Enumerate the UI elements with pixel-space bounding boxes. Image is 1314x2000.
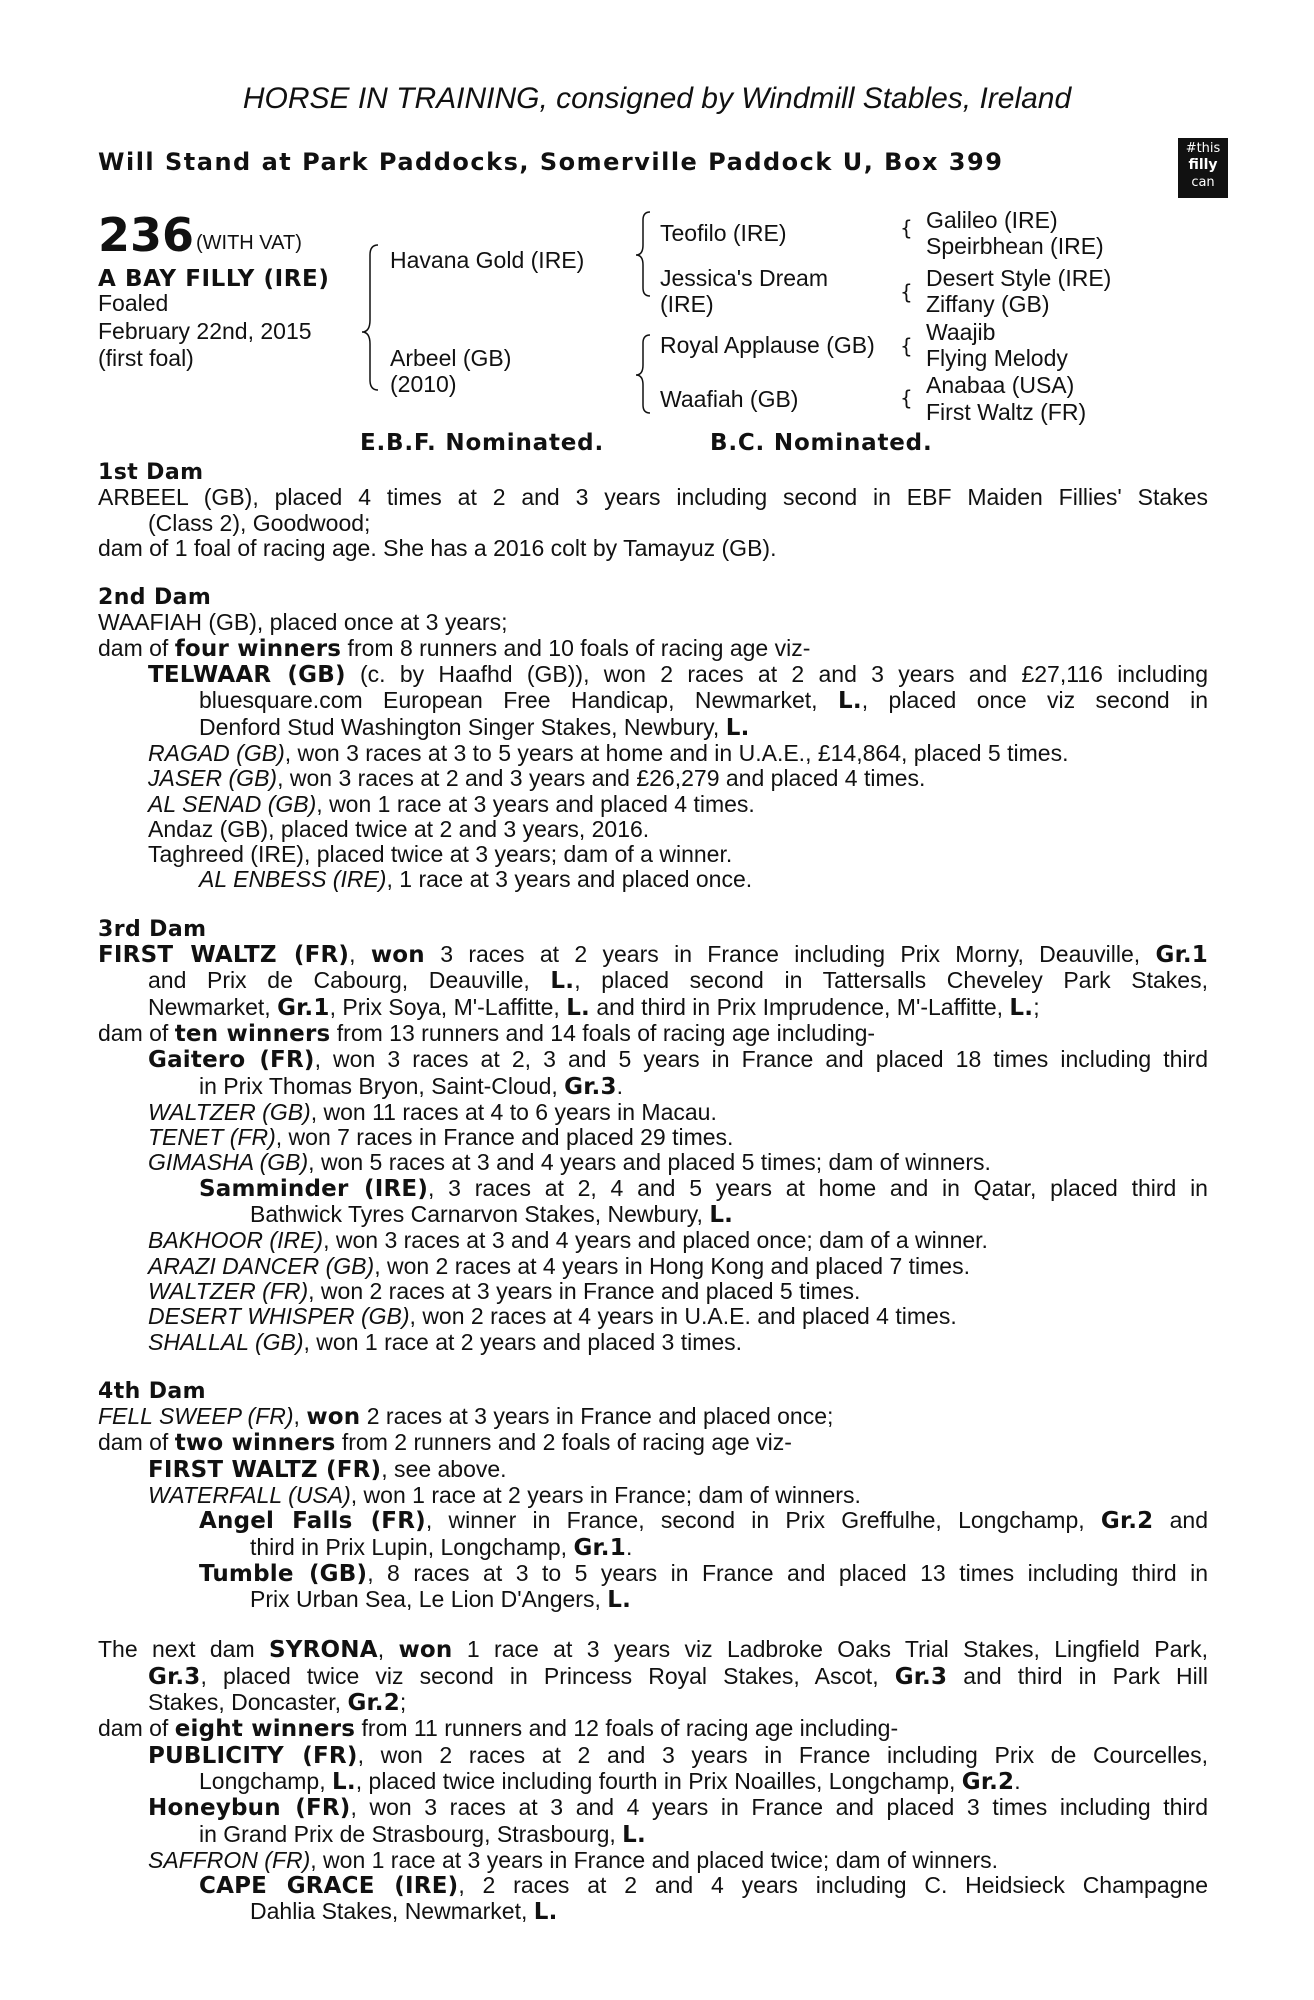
foaled-label: Foaled [98, 290, 169, 316]
telwaar-line-1: TELWAAR (GB) (c. by Haafhd (GB)), won 2 races at 2 and 3 years and £27,116 including [148, 661, 1208, 689]
nextdam-line-1: The next dam SYRONA, won 1 race at 3 years viz Ladbroke Oaks Trial Stakes, Lingfield Park, [98, 1636, 1208, 1664]
hashtag-line-1: #this [1185, 141, 1221, 156]
capegrace-line-2: Dahlia Stakes, Newmarket, L. [250, 1898, 558, 1926]
firstwaltz-line-2: and Prix de Cabourg, Deauville, L., placed second in Tattersalls Cheveley Park Stakes, [148, 967, 1208, 995]
lot-vat: (WITH VAT) [196, 232, 302, 254]
nextdam-damof-line: dam of eight winners from 11 runners and 12 foals of racing age including- [98, 1715, 899, 1743]
samminder-line-2: Bathwick Tyres Carnarvon Stakes, Newbury, L. [250, 1201, 734, 1229]
dam1-line-1: ARBEEL (GB), placed 4 times at 2 and 3 years including second in EBF Maiden Fillies' Stakes [98, 484, 1208, 511]
dam1-line-3: dam of 1 foal of racing age. She has a 2016 colt by Tamayuz (GB). [98, 534, 777, 561]
firstwaltz-line-1: FIRST WALTZ (FR), won 3 races at 2 years in France including Prix Morny, Deauville, Gr.1 [98, 941, 1208, 969]
angelfalls-line-1: Angel Falls (FR), winner in France, second in Prix Greffulhe, Longchamp, Gr.2 and [199, 1507, 1209, 1535]
sire-sire: Teofilo (IRE) [660, 220, 787, 246]
andaz-line: Andaz (GB), placed twice at 2 and 3 years, 2016. [148, 815, 650, 842]
consignor-title: HORSE IN TRAINING, consigned by Windmill Stables, Ireland [242, 82, 1072, 115]
telwaar-line-2: bluesquare.com European Free Handicap, Newmarket, L., placed once viz second in [199, 687, 1208, 715]
dam1-line-2: (Class 2), Goodwood; [148, 509, 371, 536]
catalogue-body [98, 460, 1208, 1926]
dam4-heading: 4th Dam [98, 1378, 206, 1404]
lot-number: 236 [98, 208, 195, 262]
ebf-nominated: E.B.F. Nominated. [360, 430, 604, 456]
firstwaltz-line-3: Newmarket, Gr.1, Prix Soya, M'-Laffitte, L. and third in Prix Imprudence, M'-Laffitte, L.; [148, 993, 1040, 1021]
alenbess-line: AL ENBESS (IRE), 1 race at 3 years and placed once. [199, 866, 753, 893]
pedigree-brackets [0, 0, 1314, 460]
hashtag-line-3: can [1191, 175, 1215, 190]
hashtag-line-2: filly [1188, 157, 1218, 173]
brace-1: { [900, 216, 913, 240]
pedigree-gen4-4: Ziffany (GB) [926, 291, 1050, 317]
gaitero-line-2: in Prix Thomas Bryon, Saint-Cloud, Gr.3. [199, 1072, 624, 1100]
dam3-damof-line: dam of ten winners from 13 runners and 14 foals of racing age including- [98, 1019, 876, 1047]
dam3-heading: 3rd Dam [98, 916, 207, 942]
jaser-line: JASER (GB), won 3 races at 2 and 3 years and £26,279 and placed 4 times. [148, 765, 926, 792]
shallal-line: SHALLAL (GB), won 1 race at 2 years and placed 3 times. [148, 1328, 743, 1355]
dam1-heading: 1st Dam [98, 460, 204, 485]
taghreed-line: Taghreed (IRE), placed twice at 3 years; dam of a winner. [148, 841, 733, 868]
dam2-line-1: WAAFIAH (GB), placed once at 3 years; [98, 609, 508, 636]
pedigree-gen4-3: Desert Style (IRE) [926, 265, 1112, 291]
tumble-line-1: Tumble (GB), 8 races at 3 to 5 years in France and placed 13 times including third in [199, 1559, 1208, 1587]
dam4-firstwaltz-line: FIRST WALTZ (FR), see above. [148, 1455, 507, 1483]
honeybun-line-1: Honeybun (FR), won 3 races at 3 and 4 years in France and placed 3 times including third [148, 1794, 1208, 1822]
dam4-damof-line: dam of two winners from 2 runners and 2 foals of racing age viz- [98, 1429, 792, 1457]
angelfalls-line-2: third in Prix Lupin, Longchamp, Gr.1. [250, 1533, 633, 1561]
foaled-date: February 22nd, 2015 [98, 318, 312, 344]
alsenad-line: AL SENAD (GB), won 1 race at 3 years and placed 4 times. [148, 790, 755, 817]
stand-location: Will Stand at Park Paddocks, Somerville Paddock U, Box 399 [98, 148, 1004, 176]
fellsweep-line: FELL SWEEP (FR), won 2 races at 3 years in France and placed once; [98, 1403, 834, 1431]
ragad-line: RAGAD (GB), won 3 races at 3 to 5 years at home and in U.A.E., £14,864, placed 5 times. [148, 739, 1069, 766]
tenet-line: TENET (FR), won 7 races in France and placed 29 times. [148, 1124, 734, 1151]
sire-dam-country: (IRE) [660, 291, 714, 317]
telwaar-line-3: Denford Stud Washington Singer Stakes, Newbury, L. [199, 713, 750, 741]
dam-sire: Royal Applause (GB) [660, 332, 875, 358]
waltzer-gb-line: WALTZER (GB), won 11 races at 4 to 6 years in Macau. [148, 1098, 717, 1125]
lot-name: A BAY FILLY (IRE) [98, 266, 330, 292]
pedigree-gen4-2: Speirbhean (IRE) [926, 233, 1104, 259]
sire-dam: Jessica's Dream [660, 265, 828, 291]
bakhoor-line: BAKHOOR (IRE), won 3 races at 3 and 4 years and placed once; dam of a winner. [148, 1227, 988, 1254]
dam-year: (2010) [390, 371, 457, 397]
capegrace-line-1: CAPE GRACE (IRE), 2 races at 2 and 4 years including C. Heidsieck Champagne [199, 1872, 1208, 1900]
brace-2: { [900, 280, 913, 304]
bc-nominated: B.C. Nominated. [710, 430, 933, 456]
tumble-line-2: Prix Urban Sea, Le Lion D'Angers, L. [250, 1586, 632, 1614]
pedigree-gen4-6: Flying Melody [926, 345, 1068, 371]
dam: Arbeel (GB) [390, 345, 512, 371]
sire: Havana Gold (IRE) [390, 247, 585, 273]
dam2-heading: 2nd Dam [98, 585, 212, 611]
pedigree-gen4-5: Waajib [926, 319, 996, 345]
honeybun-line-2: in Grand Prix de Strasbourg, Strasbourg, L. [199, 1820, 646, 1848]
gaitero-line-1: Gaitero (FR), won 3 races at 2, 3 and 5 years in France and placed 18 times including third [148, 1046, 1208, 1074]
brace-4: { [900, 386, 913, 410]
publicity-line-1: PUBLICITY (FR), won 2 races at 2 and 3 years in France including Prix de Courcelles, [148, 1741, 1208, 1769]
saffron-line: SAFFRON (FR), won 1 race at 3 years in France and placed twice; dam of winners. [148, 1846, 999, 1873]
waterfall-line: WATERFALL (USA), won 1 race at 2 years in France; dam of winners. [148, 1481, 861, 1508]
brace-3: { [900, 334, 913, 358]
pedigree-gen4-1: Galileo (IRE) [926, 207, 1058, 233]
publicity-line-2: Longchamp, L., placed twice including fourth in Prix Noailles, Longchamp, Gr.2. [199, 1767, 1021, 1795]
gimasha-line: GIMASHA (GB), won 5 races at 3 and 4 years and placed 5 times; dam of winners. [148, 1149, 991, 1176]
foal-note: (first foal) [98, 345, 194, 371]
dam-dam: Waafiah (GB) [660, 386, 799, 412]
pedigree-gen4-8: First Waltz (FR) [926, 399, 1087, 425]
nextdam-line-3: Stakes, Doncaster, Gr.2; [148, 1689, 407, 1717]
pedigree-gen4-7: Anabaa (USA) [926, 372, 1075, 398]
desert-whisper-line: DESERT WHISPER (GB), won 2 races at 4 years in U.A.E. and placed 4 times. [148, 1303, 957, 1330]
samminder-line-1: Samminder (IRE), 3 races at 2, 4 and 5 years at home and in Qatar, placed third in [199, 1174, 1208, 1202]
dam2-line-2: dam of four winners from 8 runners and 10 foals of racing age viz- [98, 634, 811, 662]
waltzer-fr-line: WALTZER (FR), won 2 races at 3 years in France and placed 5 times. [148, 1277, 861, 1304]
nextdam-line-2: Gr.3, placed twice viz second in Princess Royal Stakes, Ascot, Gr.3 and third in Park Hill [148, 1662, 1208, 1690]
arazi-line: ARAZI DANCER (GB), won 2 races at 4 years in Hong Kong and placed 7 times. [148, 1252, 970, 1279]
